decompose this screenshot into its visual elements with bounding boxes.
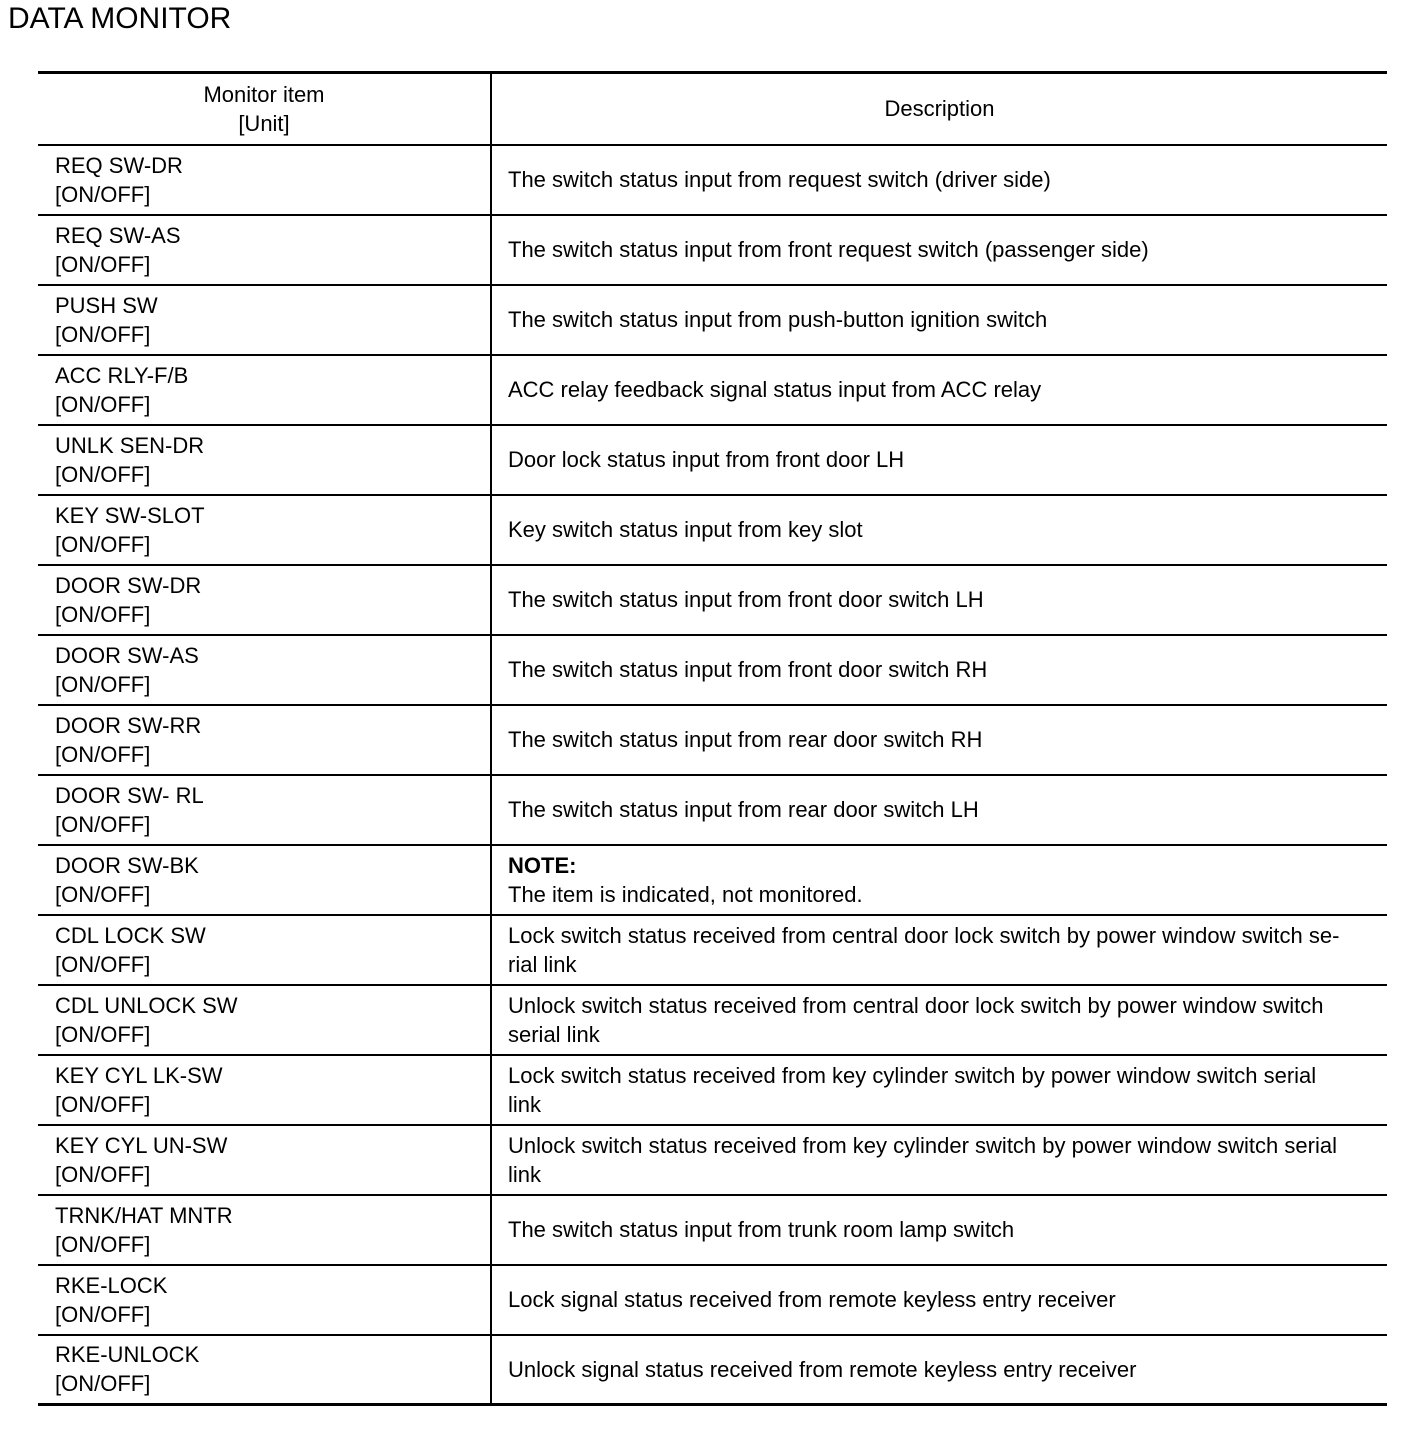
table-row [38, 845, 1387, 915]
monitor-item-name: DOOR SW-RR [55, 712, 202, 738]
monitor-item-cell [38, 145, 491, 215]
monitor-item-name: RKE-UNLOCK [55, 1342, 200, 1368]
page-title: DATA MONITOR [8, 2, 232, 35]
header-description-label: Description [884, 96, 995, 122]
monitor-item-unit: [ON/OFF] [55, 601, 151, 627]
table-row [38, 425, 1387, 495]
monitor-item-name: KEY CYL LK-SW [55, 1062, 223, 1088]
monitor-item-cell [38, 495, 491, 565]
monitor-item-name: UNLK SEN-DR [55, 432, 205, 458]
header-description [491, 73, 1387, 145]
monitor-item-unit: [ON/OFF] [55, 1231, 151, 1257]
description-cell [491, 1055, 1387, 1125]
table-row [38, 985, 1387, 1055]
data-monitor-table [38, 71, 1387, 1406]
monitor-item-cell [38, 1335, 491, 1405]
description-text: ACC relay feedback signal status input from ACC relay [508, 377, 1042, 402]
table-row [38, 1055, 1387, 1125]
monitor-item-name: KEY SW-SLOT [55, 502, 205, 528]
monitor-item-cell [38, 285, 491, 355]
description-text: Door lock status input from front door LH [508, 447, 905, 472]
monitor-item-unit: [ON/OFF] [55, 461, 151, 487]
monitor-item-name: PUSH SW [55, 292, 158, 318]
monitor-item-name: DOOR SW-BK [55, 852, 199, 878]
monitor-item-name: RKE-LOCK [55, 1272, 168, 1298]
monitor-item-cell [38, 705, 491, 775]
monitor-item-unit: [ON/OFF] [55, 251, 151, 277]
monitor-item-cell [38, 635, 491, 705]
description-cell [491, 775, 1387, 845]
description-text: Lock signal status received from remote keyless entry receiver [508, 1287, 1116, 1312]
monitor-item-cell [38, 845, 491, 915]
monitor-item-name: CDL LOCK SW [55, 922, 206, 948]
monitor-item-unit: [ON/OFF] [55, 951, 151, 977]
table-row [38, 635, 1387, 705]
description-text-line2: serial link [508, 1021, 600, 1047]
monitor-item-name: KEY CYL UN-SW [55, 1132, 228, 1158]
description-cell [491, 635, 1387, 705]
description-text: The switch status input from rear door switch RH [508, 727, 983, 752]
description-cell [491, 565, 1387, 635]
description-cell [491, 425, 1387, 495]
monitor-item-unit: [ON/OFF] [55, 1371, 151, 1397]
monitor-item-cell [38, 1125, 491, 1195]
description-text: The switch status input from trunk room lamp switch [508, 1217, 1015, 1242]
description-text: Key switch status input from key slot [508, 517, 863, 542]
table-row [38, 285, 1387, 355]
monitor-item-cell [38, 1055, 491, 1125]
monitor-item-name: DOOR SW-DR [55, 572, 202, 598]
monitor-item-cell [38, 915, 491, 985]
monitor-item-cell [38, 425, 491, 495]
description-text-line1: Unlock switch status received from central door lock switch by power window switch [508, 992, 1324, 1018]
header-unit-label: [Unit] [238, 110, 290, 136]
table-row [38, 1265, 1387, 1335]
table-row [38, 775, 1387, 845]
monitor-item-name: DOOR SW-AS [55, 642, 199, 668]
monitor-item-unit: [ON/OFF] [55, 321, 151, 347]
monitor-item-cell [38, 775, 491, 845]
table-row [38, 355, 1387, 425]
description-cell [491, 1125, 1387, 1195]
description-text: The switch status input from front request switch (passenger side) [508, 237, 1149, 262]
monitor-item-cell [38, 1195, 491, 1265]
note-label: NOTE: [508, 852, 577, 878]
monitor-item-name: CDL UNLOCK SW [55, 992, 238, 1018]
description-text: The switch status input from rear door switch LH [508, 797, 979, 822]
monitor-item-unit: [ON/OFF] [55, 811, 151, 837]
monitor-item-cell [38, 565, 491, 635]
description-text: Unlock signal status received from remote keyless entry receiver [508, 1356, 1137, 1382]
monitor-item-name: REQ SW-DR [55, 152, 183, 178]
monitor-item-cell [38, 985, 491, 1055]
monitor-item-name: REQ SW-AS [55, 222, 181, 248]
description-cell [491, 145, 1387, 215]
monitor-item-unit: [ON/OFF] [55, 391, 151, 417]
description-text: The switch status input from front door switch LH [508, 587, 984, 612]
description-cell [491, 1335, 1387, 1405]
monitor-item-cell [38, 215, 491, 285]
description-text-line1: Lock switch status received from key cylinder switch by power window switch serial [508, 1062, 1317, 1088]
table-row [38, 145, 1387, 215]
table-row [38, 565, 1387, 635]
table-row [38, 1195, 1387, 1265]
monitor-item-name: DOOR SW- RL [55, 782, 204, 808]
description-text-line1: Lock switch status received from central door lock switch by power window switch se- [508, 922, 1340, 948]
monitor-item-unit: [ON/OFF] [55, 1301, 151, 1327]
description-text-line1: Unlock switch status received from key cylinder switch by power window switch serial [508, 1132, 1337, 1158]
description-cell [491, 215, 1387, 285]
table-row [38, 915, 1387, 985]
description-cell [491, 1195, 1387, 1265]
monitor-item-unit: [ON/OFF] [55, 1091, 151, 1117]
description-text-line2: rial link [508, 951, 577, 977]
table-row [38, 495, 1387, 565]
table-row [38, 1335, 1387, 1405]
description-cell [491, 845, 1387, 915]
description-cell [491, 355, 1387, 425]
header-monitor-item [38, 73, 491, 145]
header-item-label: Monitor item [203, 81, 325, 107]
monitor-item-name: TRNK/HAT MNTR [55, 1202, 233, 1228]
table-row [38, 1125, 1387, 1195]
description-text-line2: link [508, 1161, 542, 1187]
table-row [38, 705, 1387, 775]
description-text: The switch status input from request switch (driver side) [508, 167, 1051, 192]
monitor-item-name: ACC RLY-F/B [55, 362, 189, 388]
monitor-item-cell [38, 1265, 491, 1335]
description-cell [491, 1265, 1387, 1335]
description-text: The item is indicated, not monitored. [508, 881, 863, 907]
monitor-item-unit: [ON/OFF] [55, 181, 151, 207]
table-header-row [38, 73, 1387, 145]
monitor-item-cell [38, 355, 491, 425]
monitor-item-unit: [ON/OFF] [55, 741, 151, 767]
description-text: The switch status input from push-button ignition switch [508, 307, 1048, 332]
description-cell [491, 705, 1387, 775]
monitor-item-unit: [ON/OFF] [55, 881, 151, 907]
monitor-item-unit: [ON/OFF] [55, 531, 151, 557]
description-cell [491, 285, 1387, 355]
description-text-line2: link [508, 1091, 542, 1117]
monitor-item-unit: [ON/OFF] [55, 1021, 151, 1047]
monitor-item-unit: [ON/OFF] [55, 671, 151, 697]
description-cell [491, 495, 1387, 565]
table-row [38, 215, 1387, 285]
description-text: The switch status input from front door switch RH [508, 657, 988, 682]
description-cell [491, 985, 1387, 1055]
monitor-item-unit: [ON/OFF] [55, 1161, 151, 1187]
description-cell [491, 915, 1387, 985]
